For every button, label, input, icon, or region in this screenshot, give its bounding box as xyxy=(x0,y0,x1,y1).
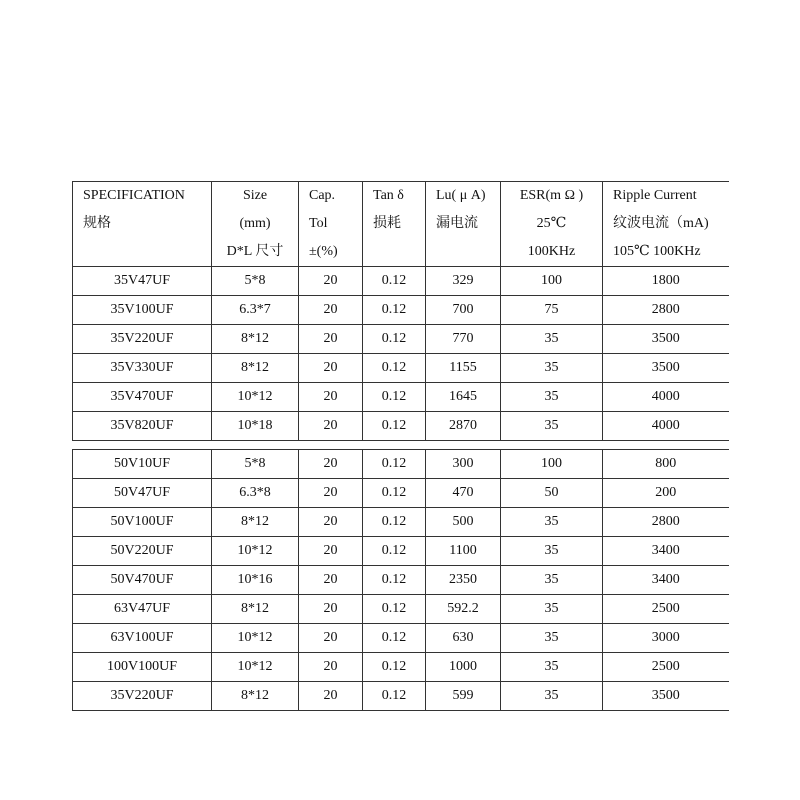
cell-esr: 75 xyxy=(501,296,603,325)
cell-esr: 35 xyxy=(501,595,603,624)
cell-esr: 35 xyxy=(501,412,603,441)
cell-lu: 1000 xyxy=(426,653,501,682)
cell-size: 8*12 xyxy=(212,354,299,383)
cell-lu: 2350 xyxy=(426,566,501,595)
table-row xyxy=(73,624,729,653)
cell-spec: 35V820UF xyxy=(73,412,212,441)
header-size: Size (mm) D*L 尺寸 xyxy=(212,182,299,267)
cell-tol: 20 xyxy=(299,383,363,412)
cell-esr: 35 xyxy=(501,354,603,383)
cell-tol: 20 xyxy=(299,450,363,479)
cell-spec: 50V470UF xyxy=(73,566,212,595)
cell-esr: 35 xyxy=(501,325,603,354)
cell-esr: 35 xyxy=(501,383,603,412)
cell-tan: 0.12 xyxy=(363,624,426,653)
cell-tan: 0.12 xyxy=(363,412,426,441)
cell-tol: 20 xyxy=(299,267,363,296)
cell-spec: 35V220UF xyxy=(73,325,212,354)
cell-ripple: 4000 xyxy=(603,412,729,441)
cell-ripple: 3000 xyxy=(603,624,729,653)
cell-tol: 20 xyxy=(299,682,363,711)
cell-ripple: 2800 xyxy=(603,296,729,325)
cell-tol: 20 xyxy=(299,412,363,441)
cell-size: 8*12 xyxy=(212,508,299,537)
cell-tan: 0.12 xyxy=(363,653,426,682)
table-row xyxy=(73,450,729,479)
header-cap-tol: Cap. Tol ±(%) xyxy=(299,182,363,267)
cell-tol: 20 xyxy=(299,624,363,653)
spec-table-1 xyxy=(72,181,729,441)
table-row xyxy=(73,325,729,354)
table-row xyxy=(73,537,729,566)
cell-spec: 100V100UF xyxy=(73,653,212,682)
cell-spec: 50V100UF xyxy=(73,508,212,537)
cell-esr: 100 xyxy=(501,450,603,479)
cell-tan: 0.12 xyxy=(363,508,426,537)
cell-tan: 0.12 xyxy=(363,296,426,325)
cell-esr: 35 xyxy=(501,566,603,595)
cell-ripple: 1800 xyxy=(603,267,729,296)
cell-size: 10*18 xyxy=(212,412,299,441)
cell-lu: 1645 xyxy=(426,383,501,412)
table-row xyxy=(73,296,729,325)
cell-spec: 35V47UF xyxy=(73,267,212,296)
cell-spec: 35V330UF xyxy=(73,354,212,383)
table-row xyxy=(73,412,729,441)
table-row xyxy=(73,479,729,508)
cell-lu: 329 xyxy=(426,267,501,296)
cell-esr: 100 xyxy=(501,267,603,296)
cell-ripple: 3500 xyxy=(603,325,729,354)
cell-esr: 35 xyxy=(501,653,603,682)
cell-ripple: 2500 xyxy=(603,653,729,682)
cell-size: 10*12 xyxy=(212,383,299,412)
cell-esr: 35 xyxy=(501,682,603,711)
cell-ripple: 2500 xyxy=(603,595,729,624)
cell-esr: 35 xyxy=(501,624,603,653)
cell-ripple: 3400 xyxy=(603,566,729,595)
cell-spec: 63V47UF xyxy=(73,595,212,624)
cell-spec: 50V220UF xyxy=(73,537,212,566)
header-ripple: Ripple Current 纹波电流（mA) 105℃ 100KHz xyxy=(603,182,729,267)
cell-lu: 1100 xyxy=(426,537,501,566)
table-row xyxy=(73,653,729,682)
cell-spec: 63V100UF xyxy=(73,624,212,653)
header-esr: ESR(m Ω ) 25℃ 100KHz xyxy=(501,182,603,267)
cell-size: 10*12 xyxy=(212,537,299,566)
cell-tan: 0.12 xyxy=(363,383,426,412)
cell-tan: 0.12 xyxy=(363,325,426,354)
table-row xyxy=(73,267,729,296)
cell-tol: 20 xyxy=(299,566,363,595)
cell-tan: 0.12 xyxy=(363,682,426,711)
cell-size: 10*12 xyxy=(212,624,299,653)
header-spec: SPECIFICATION 规格 xyxy=(73,182,212,267)
cell-lu: 770 xyxy=(426,325,501,354)
header-tan: Tan δ 损耗 xyxy=(363,182,426,267)
cell-size: 6.3*8 xyxy=(212,479,299,508)
cell-lu: 599 xyxy=(426,682,501,711)
cell-size: 5*8 xyxy=(212,267,299,296)
cell-lu: 500 xyxy=(426,508,501,537)
cell-size: 8*12 xyxy=(212,325,299,354)
table-row xyxy=(73,383,729,412)
cell-spec: 35V220UF xyxy=(73,682,212,711)
cell-tol: 20 xyxy=(299,296,363,325)
cell-spec: 50V47UF xyxy=(73,479,212,508)
cell-tan: 0.12 xyxy=(363,267,426,296)
cell-tan: 0.12 xyxy=(363,450,426,479)
cell-tan: 0.12 xyxy=(363,354,426,383)
cell-spec: 35V100UF xyxy=(73,296,212,325)
table-row xyxy=(73,566,729,595)
cell-lu: 2870 xyxy=(426,412,501,441)
cell-tan: 0.12 xyxy=(363,479,426,508)
cell-size: 8*12 xyxy=(212,682,299,711)
cell-lu: 630 xyxy=(426,624,501,653)
cell-esr: 35 xyxy=(501,508,603,537)
cell-tol: 20 xyxy=(299,537,363,566)
cell-lu: 300 xyxy=(426,450,501,479)
cell-tol: 20 xyxy=(299,595,363,624)
cell-tol: 20 xyxy=(299,354,363,383)
cell-tol: 20 xyxy=(299,325,363,354)
cell-ripple: 3500 xyxy=(603,682,729,711)
cell-lu: 470 xyxy=(426,479,501,508)
cell-tan: 0.12 xyxy=(363,595,426,624)
spec-table-2 xyxy=(72,449,729,711)
cell-size: 8*12 xyxy=(212,595,299,624)
cell-size: 10*16 xyxy=(212,566,299,595)
table-row xyxy=(73,508,729,537)
cell-ripple: 4000 xyxy=(603,383,729,412)
cell-tol: 20 xyxy=(299,653,363,682)
table-row xyxy=(73,595,729,624)
cell-tol: 20 xyxy=(299,508,363,537)
cell-spec: 50V10UF xyxy=(73,450,212,479)
cell-spec: 35V470UF xyxy=(73,383,212,412)
cell-ripple: 2800 xyxy=(603,508,729,537)
header-leakage: Lu( μ A) 漏电流 xyxy=(426,182,501,267)
cell-tan: 0.12 xyxy=(363,537,426,566)
table-row xyxy=(73,354,729,383)
cell-tol: 20 xyxy=(299,479,363,508)
cell-ripple: 3400 xyxy=(603,537,729,566)
cell-lu: 1155 xyxy=(426,354,501,383)
cell-esr: 35 xyxy=(501,537,603,566)
cell-esr: 50 xyxy=(501,479,603,508)
cell-size: 5*8 xyxy=(212,450,299,479)
cell-size: 10*12 xyxy=(212,653,299,682)
table-row xyxy=(73,682,729,711)
cell-ripple: 800 xyxy=(603,450,729,479)
cell-tan: 0.12 xyxy=(363,566,426,595)
cell-lu: 700 xyxy=(426,296,501,325)
header-row xyxy=(73,182,729,267)
cell-size: 6.3*7 xyxy=(212,296,299,325)
cell-ripple: 3500 xyxy=(603,354,729,383)
cell-ripple: 200 xyxy=(603,479,729,508)
cell-lu: 592.2 xyxy=(426,595,501,624)
